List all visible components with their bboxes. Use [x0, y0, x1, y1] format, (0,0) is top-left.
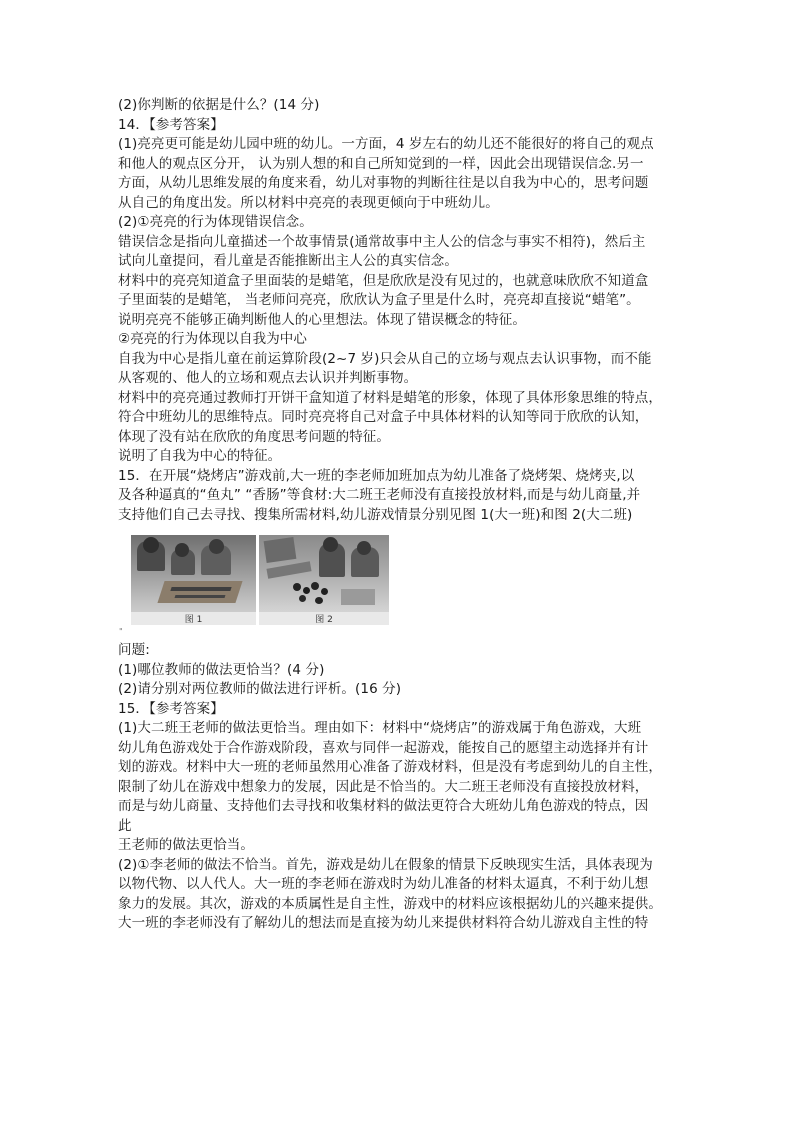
figure-2-caption: 图 2 — [259, 612, 389, 625]
document-page — [118, 96, 698, 934]
text-line: (2)①亮亮的行为体现错误信念。 — [118, 214, 313, 230]
text-line: 问题: — [118, 642, 150, 658]
photo-figure-2 — [259, 535, 389, 625]
text-line: 此 — [118, 817, 132, 834]
text-line: 象力的发展。其次，游戏的本质属性是自主性，游戏中的材料应该根据幼儿的兴趣来提供。 — [118, 895, 662, 912]
text-block-bottom — [118, 641, 698, 934]
text-line: 子里面装的是蜡笔， 当老师问亮亮，欣欣认为盒子里是什么时，亮亮却直接说“蜡笔”。 — [118, 292, 640, 308]
figure-photos — [131, 535, 389, 625]
text-line: 大一班的李老师没有了解幼儿的想法而是直接为幼儿来提供材料符合幼儿游戏自主性的特 — [118, 915, 649, 931]
text-line: 幼儿角色游戏处于合作游戏阶段，喜欢与同伴一起游戏，能按自己的愿望主动选择并有计 — [118, 739, 649, 756]
figure-1-caption: 图 1 — [131, 612, 256, 625]
text-line: 从客观的、他人的立场和观点去认识并判断事物。 — [118, 370, 418, 386]
text-line: 15．在开展“烧烤店”游戏前,大一班的李老师加班加点为幼儿准备了烧烤架、烧烤夹,以 — [118, 467, 635, 484]
text-line: 说明了自我为中心的特征。 — [118, 448, 282, 464]
text-line: 支持他们自己去寻找、搜集所需材料,幼儿游戏情景分别见图 1(大一班)和图 2(大二班) — [118, 506, 633, 523]
text-line: 和他人的观点区分开， 认为别人想的和自己所知觉到的一样，因此会出现错误信念.另一 — [118, 155, 644, 172]
text-line: 试向儿童提问，看儿童是否能推断出主人公的真实信念。 — [118, 253, 458, 269]
text-line: 及各种逼真的“鱼丸” “香肠”等食材:大二班王老师没有直接投放材料,而是与幼儿商量,并 — [118, 487, 641, 503]
text-line: 材料中的亮亮通过教师打开饼干盒知道了材料是蜡笔的形象，体现了具体形象思维的特点， — [118, 389, 662, 406]
text-line: ②亮亮的行为体现以自我为中心 — [118, 331, 308, 347]
text-line: 以物代物、以人代人。大一班的李老师在游戏时为幼儿准备的材料太逼真，不利于幼儿想 — [118, 876, 649, 892]
text-line: 符合中班幼儿的思维特点。同时亮亮将自己对盒子中具体材料的认知等同于欣欣的认知， — [118, 409, 649, 425]
stray-mark: " — [119, 627, 123, 636]
photo-figure-1 — [131, 535, 256, 625]
text-line: 14．【参考答案】 — [118, 116, 224, 133]
text-line: 材料中的亮亮知道盒子里面装的是蜡笔，但是欣欣是没有见过的，也就意味欣欣不知道盒 — [118, 272, 649, 289]
text-line: (2)请分别对两位教师的做法进行评析。(16 分) — [118, 681, 402, 697]
text-line: (1)哪位教师的做法更恰当？(4 分) — [118, 661, 325, 678]
text-line: (2)你判断的依据是什么？(14 分) — [118, 97, 320, 113]
text-line: 15．【参考答案】 — [118, 700, 224, 717]
text-line: 错误信念是指向儿童描述一个故事情景(通常故事中主人公的信念与事实不相符)，然后主 — [118, 233, 646, 250]
text-line: 限制了幼儿在游戏中想象力的发展，因此是不恰当的。大二班王老师没有直接投放材料， — [118, 778, 649, 795]
text-line: 自我为中心是指儿童在前运算阶段(2~7 岁)只会从自己的立场与观点去认识事物，而不能 — [118, 350, 652, 367]
text-block-top — [118, 96, 698, 525]
text-line: 体现了没有站在欣欣的角度思考问题的特征。 — [118, 428, 390, 445]
text-line: 王老师的做法更恰当。 — [118, 837, 254, 853]
text-line: 划的游戏。材料中大一班的老师虽然用心准备了游戏材料，但是没有考虑到幼儿的自主性， — [118, 759, 662, 775]
text-line: (1)大二班王老师的做法更恰当。理由如下：材料中“烧烤店”的游戏属于角色游戏，大班 — [118, 720, 642, 736]
text-line: 方面，从幼儿思维发展的角度来看，幼儿对事物的判断往往是以自我为中心的，思考问题 — [118, 175, 649, 191]
text-line: 说明亮亮不能够正确判断他人的心里想法。体现了错误概念的特征。 — [118, 311, 526, 328]
text-line: 从自己的角度出发。所以材料中亮亮的表现更倾向于中班幼儿。 — [118, 194, 499, 211]
text-line: (2)①李老师的做法不恰当。首先，游戏是幼儿在假象的情景下反映现实生活，具体表现为 — [118, 856, 653, 873]
text-line: (1)亮亮更可能是幼儿园中班的幼儿。一方面，4 岁左右的幼儿还不能很好的将自己的观点 — [118, 136, 654, 152]
text-line: 而是与幼儿商量、支持他们去寻找和收集材料的做法更符合大班幼儿角色游戏的特点，因 — [118, 798, 649, 814]
